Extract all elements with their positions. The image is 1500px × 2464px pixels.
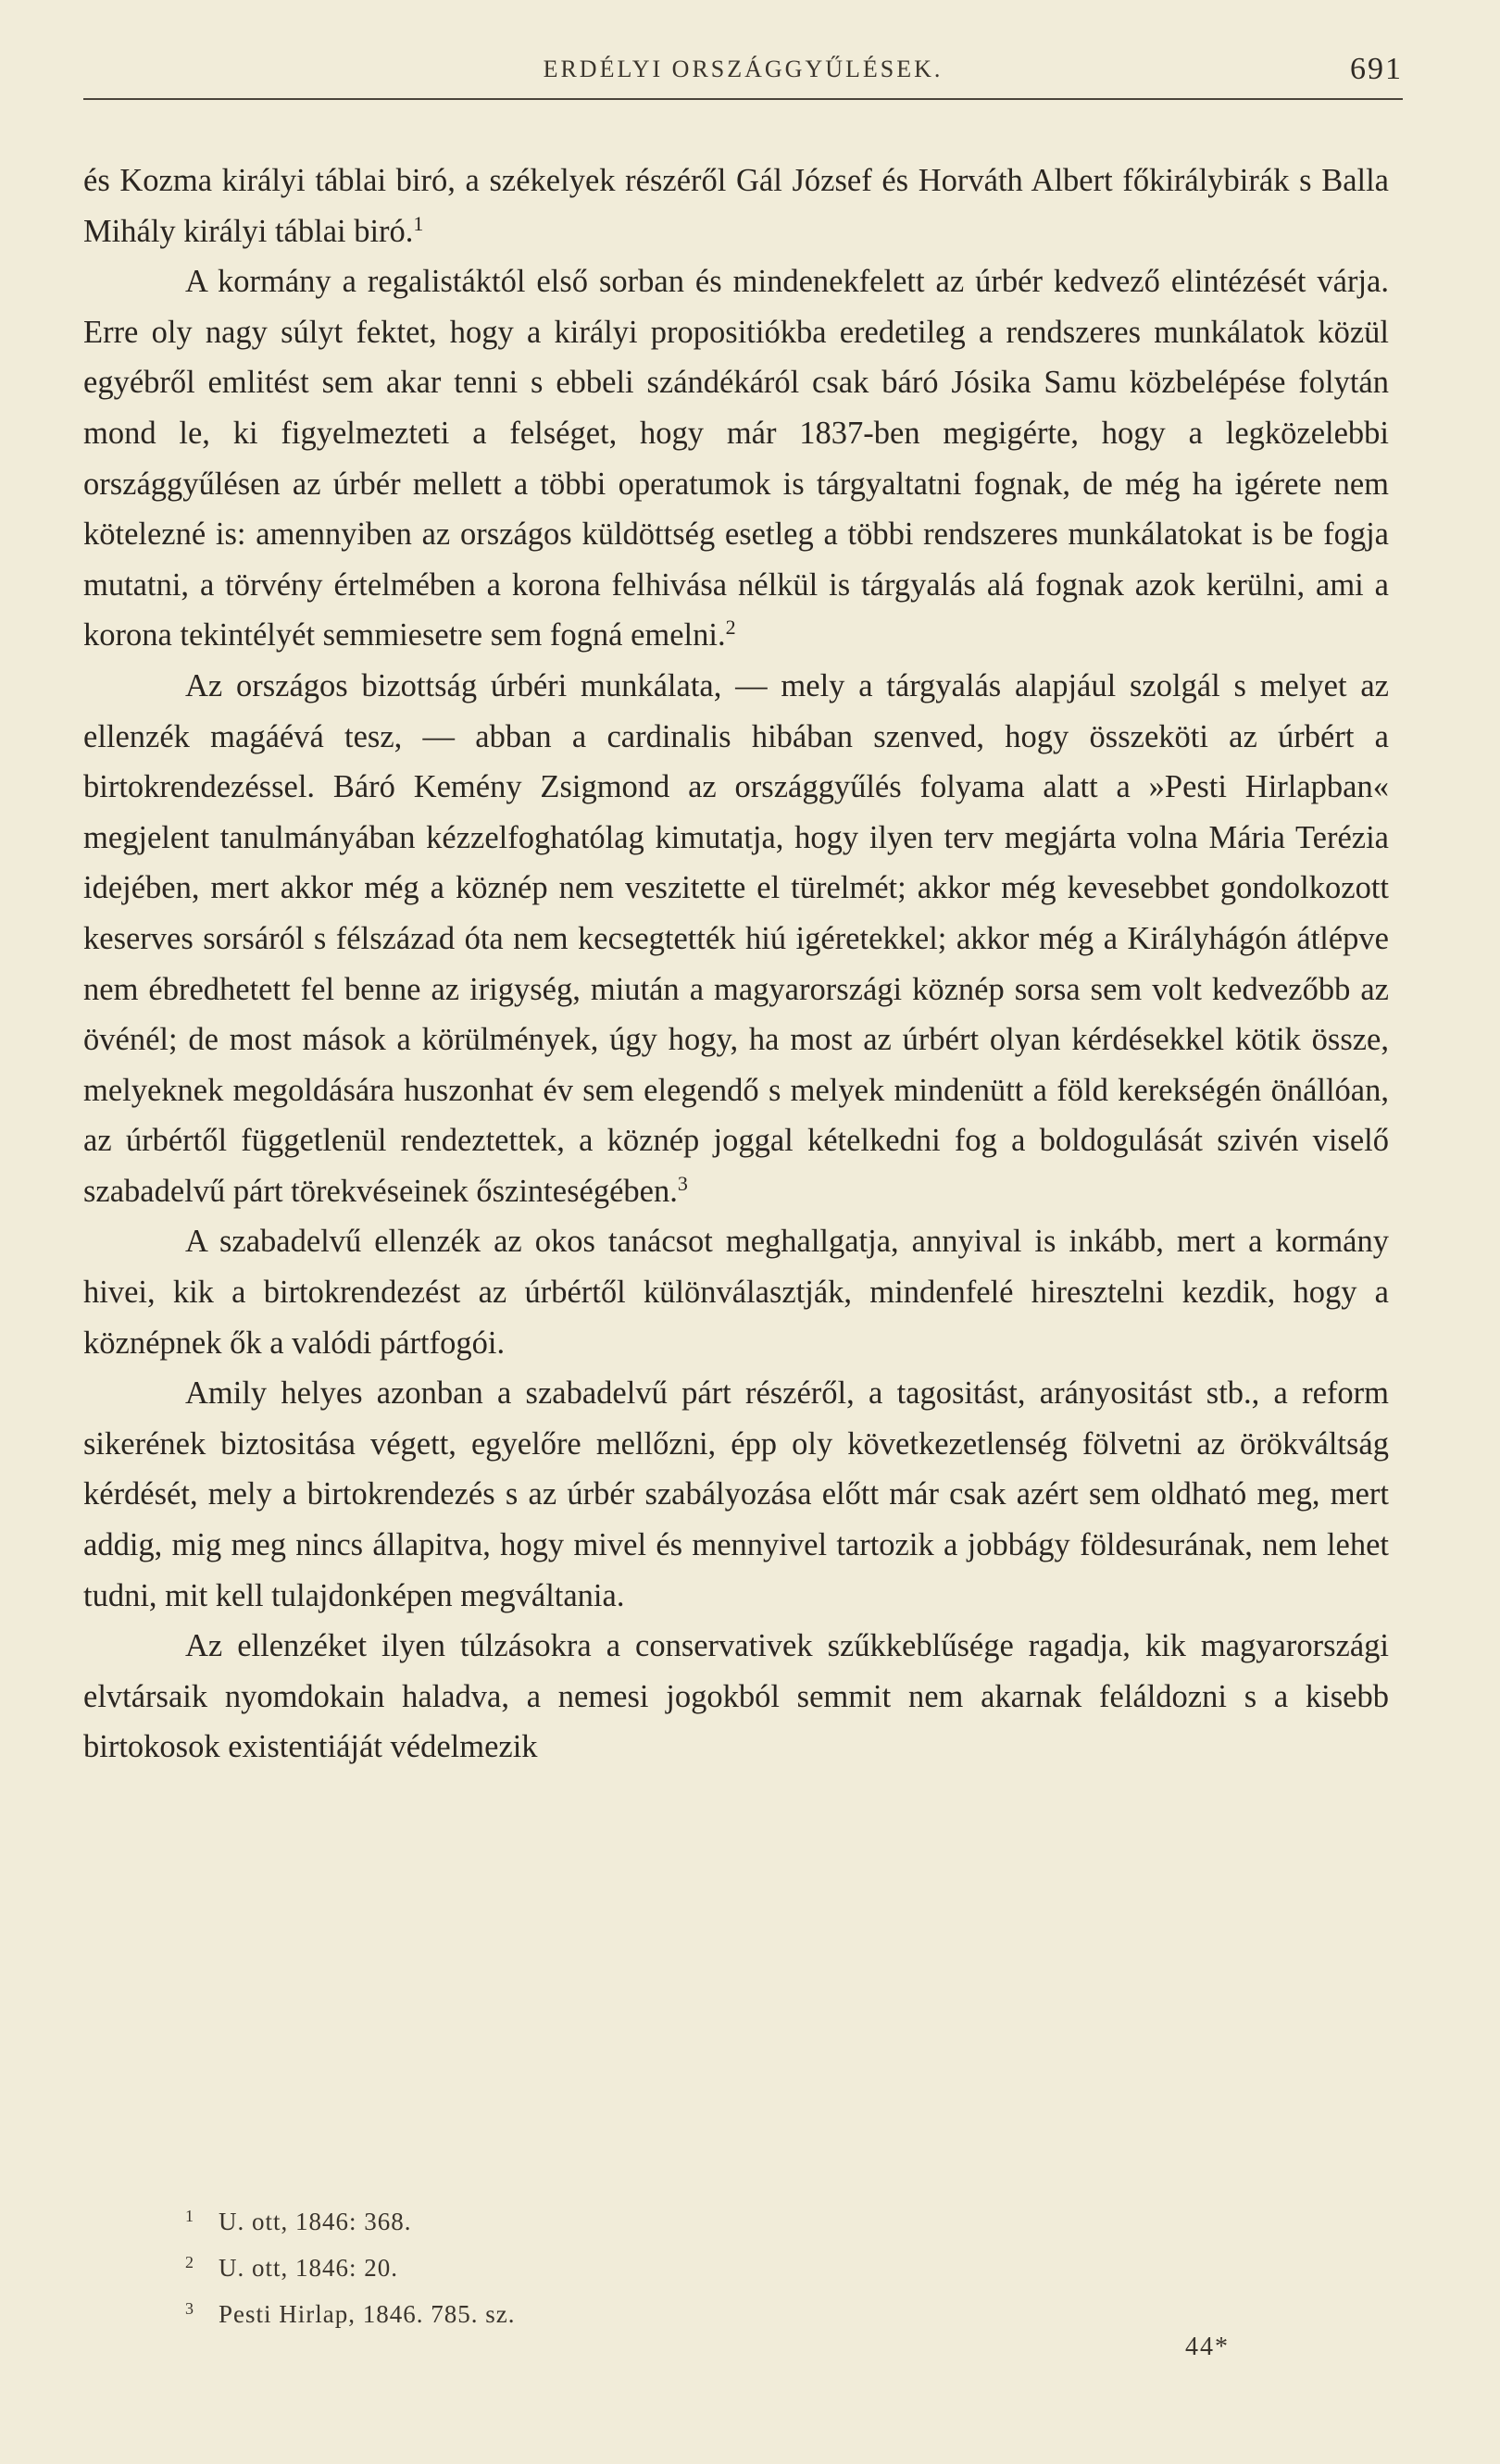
running-head bbox=[83, 50, 1403, 102]
head-rule bbox=[83, 98, 1403, 100]
paragraph-text: Az ellenzéket ilyen túlzásokra a conservativek szűkkeblűsége ragadja, kik magyarországi elvtársaik nyomdokain haladva, a nemesi jogokból semmit nem akarnak feláldozni s a kisebb birtokosok existentiáját védelmezik bbox=[83, 1628, 1389, 1765]
page-number: 691 bbox=[1350, 52, 1403, 86]
paragraph bbox=[83, 256, 1389, 661]
paragraph-text: A kormány a regalistáktól első sorban és mindenekfelett az úrbér kedvező elintézését várja. Erre oly nagy súlyt fektet, hogy a királyi propositiókba eredetileg a rendszeres munkálatok közül egyébről emlitést sem akar tenni s ebbeli szándékáról csak báró Jósika Samu közbelépése folytán mond le, ki figyelmezteti a felséget, hogy már 1837-ben megigérte, hogy a legközelebbi országgyűlésen az úrbér mellett a többi operatumok is tárgyaltatni fognak, de még ha igérete nem kötelezné is: amennyiben az országos küldöttség esetleg a többi rendszeres munkálatokat is be fogja mutatni, a törvény értelmében a korona felhivása nélkül is tárgyalás alá fognak azok kerülni, ami a korona tekintélyét semmiesetre sem fogná emelni. bbox=[83, 264, 1389, 653]
paragraph bbox=[83, 661, 1389, 1217]
footnote-mark: 1 bbox=[185, 2207, 194, 2225]
footnote-ref: 2 bbox=[725, 616, 736, 640]
footnote-ref: 3 bbox=[677, 1171, 688, 1195]
footnote-text: Pesti Hirlap, 1846. 785. sz. bbox=[219, 2300, 516, 2328]
footnote-mark: 2 bbox=[185, 2253, 194, 2271]
paragraph bbox=[83, 1368, 1389, 1621]
footnote-text: U. ott, 1846: 368. bbox=[219, 2208, 412, 2235]
footnote bbox=[185, 2198, 926, 2245]
paragraph bbox=[83, 1216, 1389, 1368]
paragraph-text: Az országos bizottság úrbéri munkálata, — mely a tárgyalás alapjául szolgál s melyet az ellenzék magáévá tesz, — abban a cardinalis hibában szenved, hogy összeköti az úrbért a birtokrendezéssel. Báró Kemény Zsigmond az országgyűlés folyama alatt a »Pesti Hirlapban« megjelent tanulmányában kézzelfoghatólag kimutatja, hogy ilyen terv megjárta volna Mária Terézia idejében, mert akkor még a köznép nem veszitette el türelmét; akkor még kevesebbet gondolkozott keserves sorsáról s félszázad óta nem kecsegtették hiú igéretekkel; akkor még a Királyhágón átlépve nem ébredhetett fel benne az irigység, miután a magyarországi köznép sorsa sem volt kedvezőbb az övénél; de most mások a körülmények, úgy hogy, ha most az úrbért olyan kérdésekkel kötik össze, melyeknek megoldására huszonhat év sem elegendő s melyek mindenütt a föld kerekségén önállóan, az úrbértől függetlenül rendeztettek, a köznép joggal kételkedni fog a boldogulását szivén viselő szabadelvű párt törekvéseinek őszinteségében. bbox=[83, 667, 1389, 1209]
paragraph bbox=[83, 1621, 1389, 1773]
footnote bbox=[185, 2291, 926, 2337]
paragraph-text: Amily helyes azonban a szabadelvű párt részéről, a tagositást, arányositást stb., a reform sikerének biztositása végett, egyelőre mellőzni, épp oly következetlenség fölvetni az örökváltság kérdését, mely a birtokrendezés s az úrbér szabályozása előtt már csak azért sem oldható meg, mert addig, mig meg nincs állapitva, hogy mivel és mennyivel tartozik a jobbágy földesurának, nem lehet tudni, mit kell tulajdonképen megváltania. bbox=[83, 1375, 1389, 1613]
paragraph-text: és Kozma királyi táblai biró, a székelyek részéről Gál József és Horváth Albert főkirálybirák s Balla Mihály királyi táblai biró. bbox=[83, 163, 1389, 249]
footnotes bbox=[185, 2198, 926, 2337]
footnote-mark: 3 bbox=[185, 2299, 194, 2318]
footnote bbox=[185, 2245, 926, 2291]
footnote-text: U. ott, 1846: 20. bbox=[219, 2254, 399, 2282]
signature-mark: 44* bbox=[1185, 2333, 1230, 2361]
paragraph bbox=[83, 156, 1389, 256]
running-title: ERDÉLYI ORSZÁGGYŰLÉSEK. bbox=[543, 56, 944, 82]
body-text bbox=[83, 156, 1389, 1773]
paragraph-text: A szabadelvű ellenzék az okos tanácsot meghallgatja, annyival is inkább, mert a kormány hivei, kik a birtokrendezést az úrbértől különválasztják, mindenfelé hiresztelni kezdik, hogy a köznépnek ők a valódi pártfogói. bbox=[83, 1224, 1389, 1361]
footnote-ref: 1 bbox=[413, 211, 424, 235]
